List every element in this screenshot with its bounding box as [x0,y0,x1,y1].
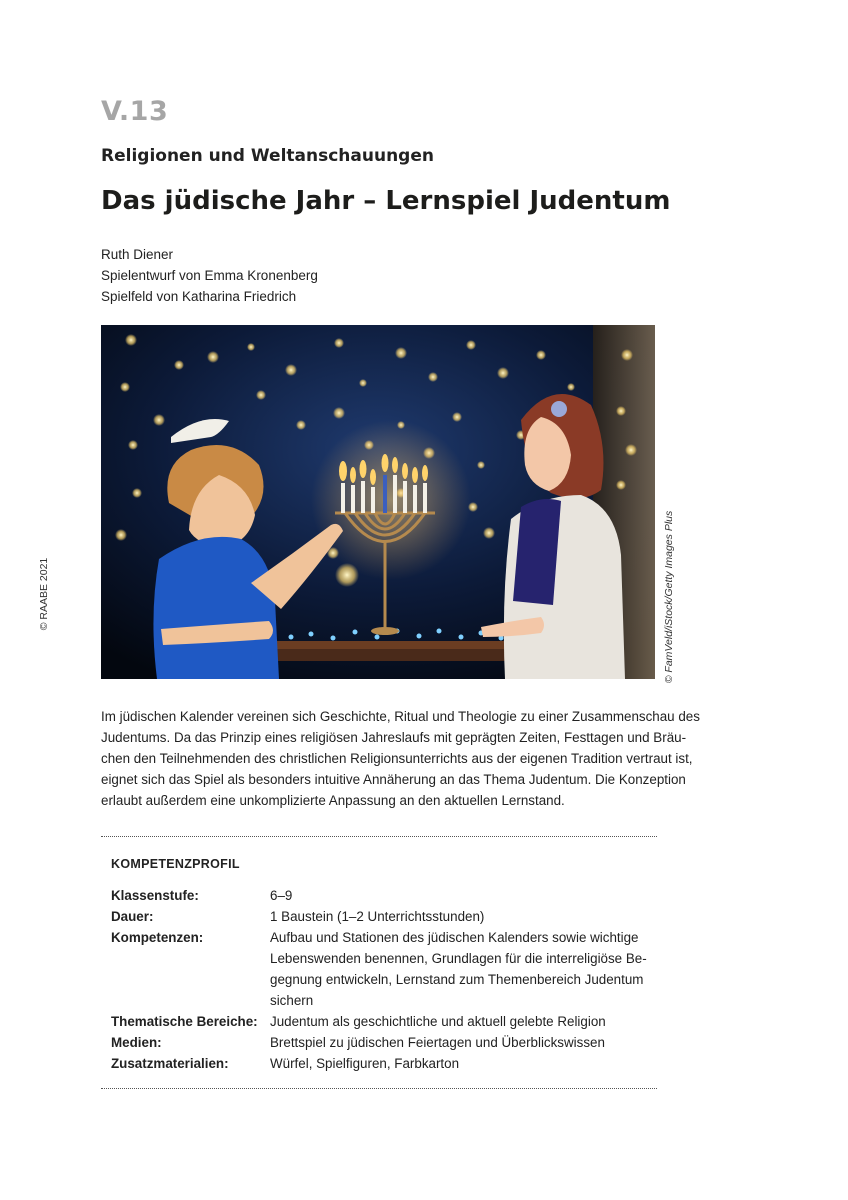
kp-value-line: Lebenswenden benennen, Grundlagen für die interreligiöse Be- [270,951,647,966]
kp-value-line: Brettspiel zu jüdischen Feiertagen und Überblickswissen [270,1035,605,1050]
intro-line: eignet sich das Spiel als besonders intuitive Annäherung an das Thema Judentum. Die Konzeption [101,772,686,787]
kp-row-topics [111,1011,650,1032]
kp-value-line: gegnung entwickeln, Lernstand zum Themenbereich Judentum [270,972,644,987]
hanukkah-photo [101,325,655,679]
intro-line: Judentums. Da das Prinzip eines religiösen Jahreslaufs mit geprägten Zeiten, Festtagen und Bräu- [101,730,687,745]
photo-credit: © FamVeld/iStock/Getty Images Plus [663,510,675,684]
kp-value-line: Aufbau und Stationen des jüdischen Kalenders sowie wichtige [270,930,639,945]
divider-bottom [101,1088,657,1089]
kp-row-materials [111,1053,650,1074]
kp-value [270,1032,650,1053]
unit-number: V.13 [101,96,169,127]
kp-value [270,1011,650,1032]
side-copyright: © RAABE 2021 [38,557,50,631]
game-design-credit: Spielentwurf von Emma Kronenberg [101,268,318,283]
kp-label: Medien: [111,1035,162,1050]
intro-paragraph [101,706,700,811]
kp-label: Thematische Bereiche: [111,1014,258,1029]
kp-row-duration [111,906,650,927]
kp-value [270,885,650,906]
kp-row-grade [111,885,650,906]
kp-label: Klassenstufe: [111,888,199,903]
competence-heading: KOMPETENZPROFIL [111,857,240,871]
kp-row-media [111,1032,650,1053]
kp-value-line: sichern [270,993,314,1008]
section-title: Religionen und Weltanschauungen [101,146,434,166]
kp-value [270,906,650,927]
kp-label: Zusatzmaterialien: [111,1056,229,1071]
kp-value [270,927,650,1011]
kp-label: Dauer: [111,909,154,924]
kp-value-line: 1 Baustein (1–2 Unterrichtsstunden) [270,909,485,924]
intro-line: Im jüdischen Kalender vereinen sich Geschichte, Ritual und Theologie zu einer Zusammenschau des [101,709,700,724]
author-block [101,244,318,307]
intro-line: chen den Teilnehmenden des christlichen Religionsunterrichts aus der eigenen Tradition vertraut ist, [101,751,693,766]
board-credit: Spielfeld von Katharina Friedrich [101,289,297,304]
kp-value [270,1053,650,1074]
intro-line: erlaubt außerdem eine unkomplizierte Anpassung an den aktuellen Lernstand. [101,793,565,808]
competence-table [111,885,650,1074]
author-name: Ruth Diener [101,247,174,262]
divider-top [101,836,657,837]
page-title: Das jüdische Jahr – Lernspiel Judentum [101,186,671,216]
kp-value-line: Würfel, Spielfiguren, Farbkarton [270,1056,460,1071]
kp-label: Kompetenzen: [111,930,204,945]
kp-value-line: 6–9 [270,888,293,903]
kp-value-line: Judentum als geschichtliche und aktuell gelebte Religion [270,1014,606,1029]
kp-row-competences [111,927,650,1011]
